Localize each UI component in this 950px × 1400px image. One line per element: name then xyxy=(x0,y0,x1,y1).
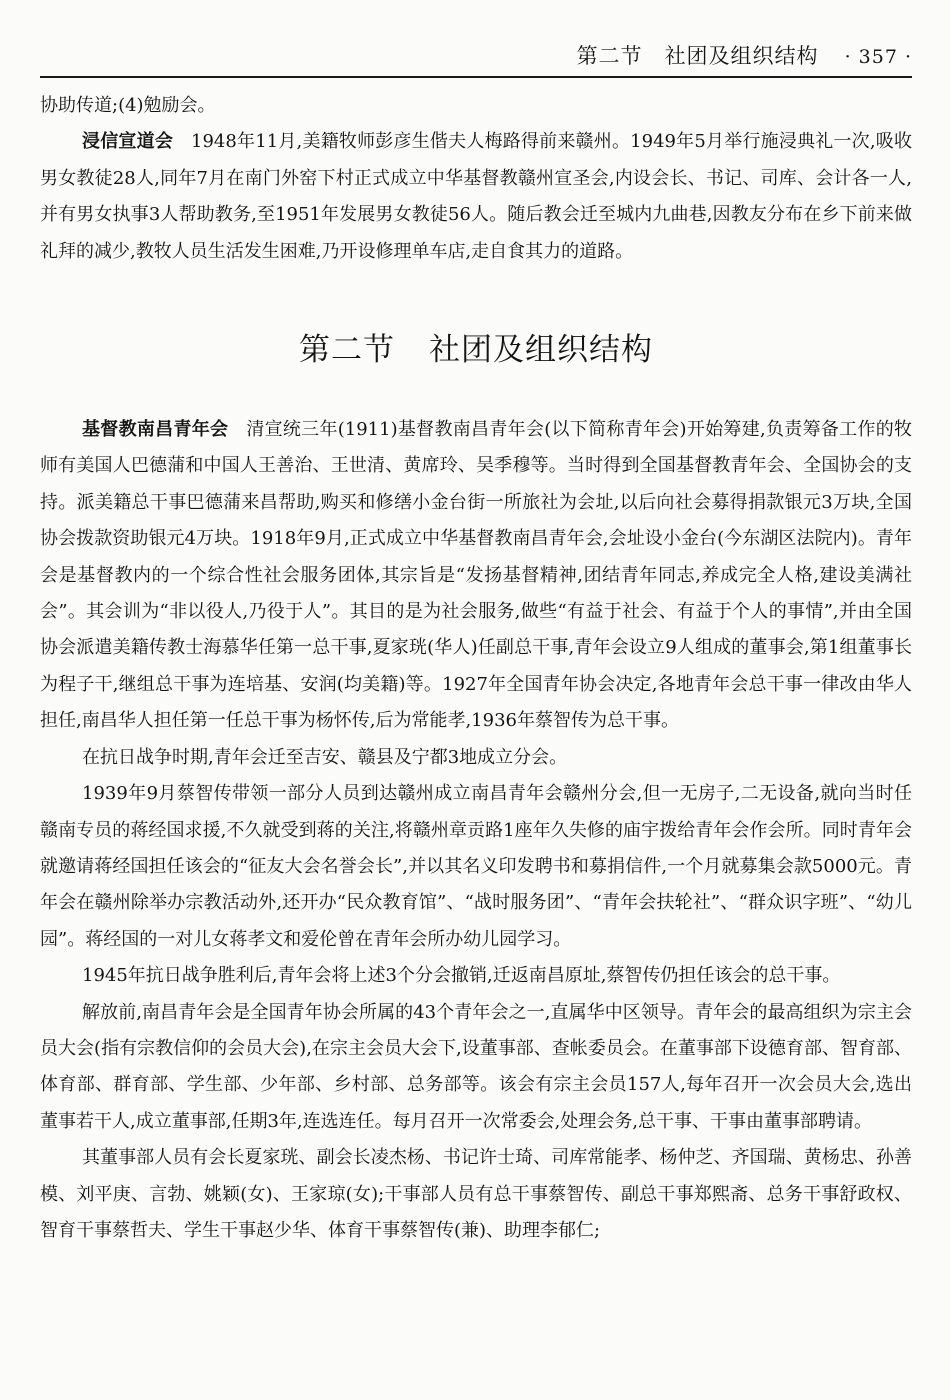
page-number: · 357 · xyxy=(844,46,912,68)
entry-text-ymca: 清宣统三年(1911)基督教南昌青年会(以下简称青年会)开始筹建,负责筹备工作的牧师有美国人巴德蒲和中国人王善治、王世清、黄席玲、吴季穆等。当时得到全国基督教青年会、全国协会的支持。派美籍总干事巴德蒲来昌帮助,购买和修缮小金台街一所旅社为会址,以后向社会募得捐款银元3万块,全国协会拨款资助银元4万块。1918年9月,正式成立中华基督教南昌青年会,会址设小金台(今东湖区法院内)。青年会是基督教内的一个综合性社会服务团体,其宗旨是“发扬基督精神,团结青年同志,养成完全人格,建设美满社会”。其会训为“非以役人,乃役于人”。其目的是为社会服务,做些“有益于社会、有益于个人的事情”,并由全国协会派遣美籍传教士海慕华任第一总干事,夏家珖(华人)任副总干事,青年会设立9人组成的董事会,第1组董事长为程子干,继组总干事为连培基、安润(均美籍)等。1927年全国青年协会决定,各地青年会总干事一律改由华人担任,南昌华人担任第一任总干事为杨怀传,后为常能孝,1936年蔡智传为总干事。 xyxy=(40,419,913,732)
paragraph-board-members: 其董事部人员有会长夏家珖、副会长凌杰杨、书记许士琦、司库常能孝、杨仲芝、齐国瑞、黄杨忠、孙善模、刘平庚、言勃、姚颖(女)、王家琼(女);干事部人员有总干事蔡智传、副总干事郑熙斋、总务干事舒政权、智育干事蔡哲夫、学生干事赵少华、体育干事蔡智传(兼)、助理李郁仁; xyxy=(40,1147,912,1241)
paragraph-organization: 解放前,南昌青年会是全国青年协会所属的43个青年会之一,直属华中区领导。青年会的最高组织为宗主会员大会(指有宗教信仰的会员大会),在宗主会员大会下,设董事部、查帐委员会。在董事部下设德育部、智育部、体育部、群育部、学生部、少年部、乡村部、总务部等。该会有宗主会员157人,每年召开一次会员大会,选出董事若干人,成立董事部,任期3年,连选连任。每月召开一次常委会,处理会务,总干事、干事由董事部聘请。 xyxy=(40,1001,912,1132)
paragraph-continuation: 协助传道;(4)勉励会。 xyxy=(40,95,216,116)
paragraph-ganzhou-branch: 1939年9月蔡智传带领一部分人员到达赣州成立南昌青年会赣州分会,但一无房子,二无设备,就向当时任赣南专员的蒋经国求援,不久就受到蒋的关注,将赣州章贡路1座年久失修的庙宇拨给青年会作会所。同时青年会就邀请蒋经国担任该会的“征友大会名誉会长”,并以其名义印发聘书和募捐信件,一个月就募集会款5000元。青年会在赣州除举办宗教活动外,还开办“民众教育馆”、“战时服务团”、“青年会扶轮社”、“群众识字班”、“幼儿园”。蒋经国的一对儿女蒋孝文和爱伦曾在青年会所办幼儿园学习。 xyxy=(40,783,912,950)
paragraph-ymca xyxy=(40,412,912,740)
header-section-title: 社团及组织结构 xyxy=(664,44,819,68)
paragraph-return-nanchang: 1945年抗日战争胜利后,青年会将上述3个分会撤销,迁返南昌原址,蔡智传仍担任该会的总干事。 xyxy=(82,965,841,987)
body-text xyxy=(40,88,912,1249)
paragraph-jinxin xyxy=(40,124,912,270)
entry-term-ymca: 基督教南昌青年会 xyxy=(82,419,229,441)
header-rule xyxy=(40,76,912,78)
section-heading-number: 第二节 xyxy=(299,332,395,369)
header-section-number: 第二节 xyxy=(576,44,643,68)
entry-text-jinxin: 1948年11月,美籍牧师彭彦生偕夫人梅路得前来赣州。1949年5月举行施浸典礼一次,吸收男女教徒28人,同年7月在南门外窑下村正式成立中华基督教赣州宣圣会,内设会长、书记、司库、会计各一人,并有男女执事3人帮助教务,至1951年发展男女教徒56人。随后教会迁至城内九曲巷,因教友分布在乡下前来做礼拜的减少,教牧人员生活发生困难,乃开设修理单车店,走自食其力的道路。 xyxy=(40,131,913,262)
book-page xyxy=(40,0,912,1400)
entry-term-jinxin: 浸信宣道会 xyxy=(82,131,174,153)
paragraph-wartime: 在抗日战争时期,青年会迁至吉安、赣县及宁都3地成立分会。 xyxy=(82,746,568,768)
section-heading xyxy=(40,330,912,370)
running-header xyxy=(577,40,912,70)
section-heading-title: 社团及组织结构 xyxy=(429,332,653,369)
